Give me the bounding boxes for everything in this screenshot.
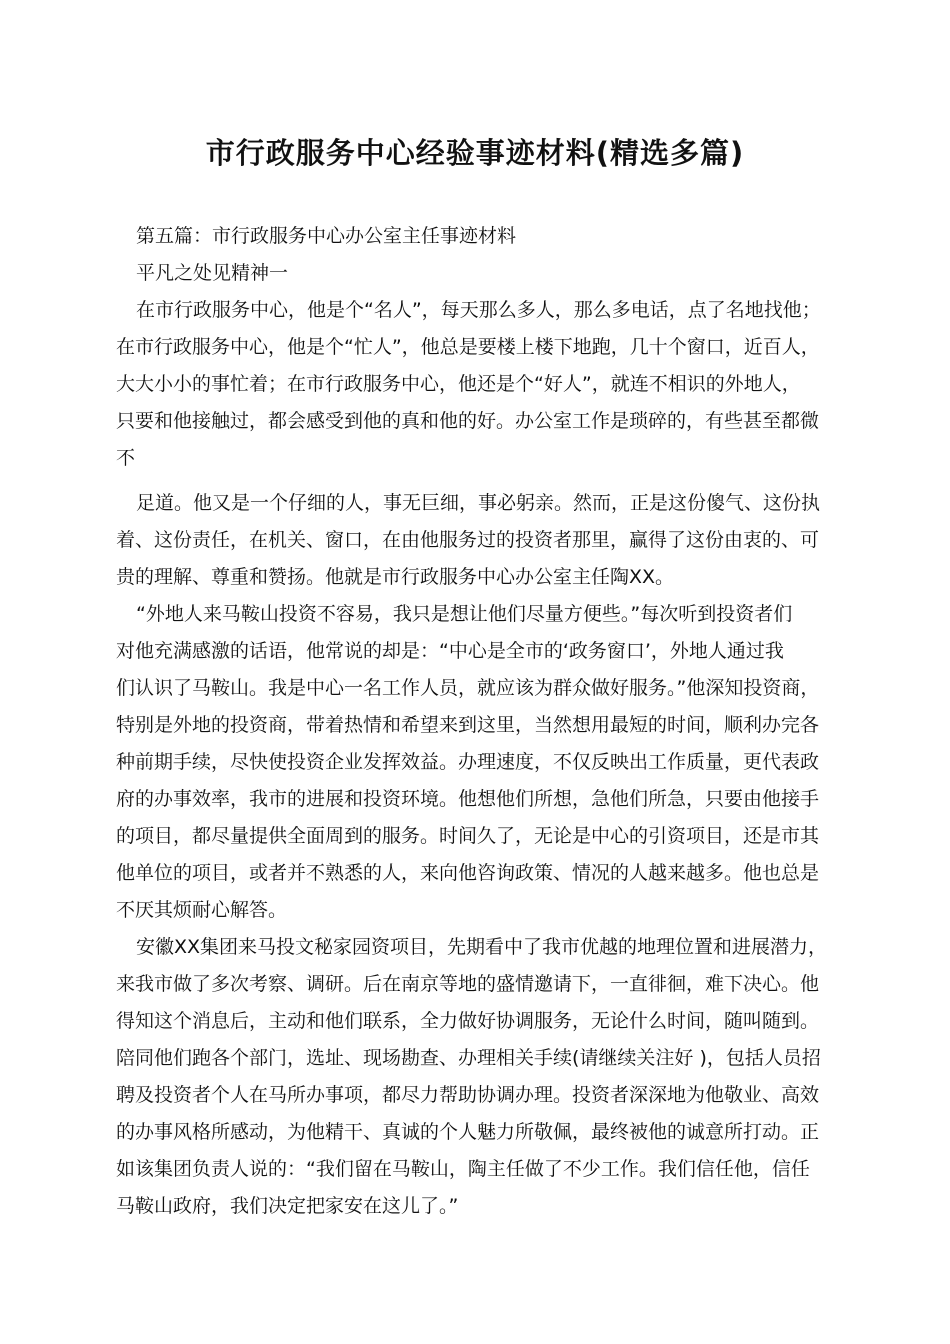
text-line: 种前期手续，尽快使投资企业发挥效益。办理速度，不仅反映出工作质量，更代表政 [116, 751, 820, 773]
text-line: 聘及投资者个人在马所办事项，都尽力帮助协调办理。投资者深深地为他敬业、高效 [116, 1084, 820, 1106]
document-title: 市行政服务中心经验事迹材料(精选多篇) [205, 136, 745, 170]
text-line: 着、这份责任，在机关、窗口，在由他服务过的投资者那里，赢得了这份由衷的、可 [116, 529, 820, 551]
text-line: 在市行政服务中心，他是个“名人”，每天那么多人，那么多电话，点了名地找他； [136, 299, 821, 321]
text-line: 只要和他接触过，都会感受到他的真和他的好。办公室工作是琐碎的，有些甚至都微 [116, 410, 820, 432]
section-heading: 第五篇：市行政服务中心办公室主任事迹材料 [136, 225, 517, 247]
text-line: 陪同他们跑各个部门，选址、现场勘查、办理相关手续(请继续关注好 )，包括人员招 [116, 1047, 821, 1069]
text-line: 贵的理解、尊重和赞扬。他就是市行政服务中心办公室主任陶XX。 [116, 566, 675, 588]
text-line: 府的办事效率，我市的进展和投资环境。他想他们所想，急他们所急，只要由他接手 [116, 788, 820, 810]
text-line: 马鞍山政府，我们决定把家安在这儿了。” [116, 1195, 459, 1217]
paragraph-gap [116, 477, 846, 485]
document-body [116, 218, 846, 1225]
text-line: 对他充满感激的话语，他常说的却是：“中心是全市的‘政务窗口’，外地人通过我 [116, 640, 784, 662]
text-line: 大大小小的事忙着；在市行政服务中心，他还是个“好人”，就连不相识的外地人， [116, 373, 801, 395]
text-line: 得知这个消息后，主动和他们联系，全力做好协调服务，无论什么时间，随叫随到。 [116, 1010, 820, 1032]
text-line: 特别是外地的投资商，带着热情和希望来到这里，当然想用最短的时间，顺利办完各 [116, 714, 820, 736]
text-line: 他单位的项目，或者并不熟悉的人，来向他咨询政策、情况的人越来越多。他也总是 [116, 862, 820, 884]
text-line: 在市行政服务中心，他是个“忙人”，他总是要楼上楼下地跑，几十个窗口，近百人， [116, 336, 820, 358]
text-line: 的项目，都尽量提供全面周到的服务。时间久了，无论是中心的引资项目，还是市其 [116, 825, 820, 847]
text-line: “外地人来马鞍山投资不容易，我只是想让他们尽量方便些。”每次听到投资者们 [136, 603, 793, 625]
text-line: 如该集团负责人说的：“我们留在马鞍山，陶主任做了不少工作。我们信任他，信任 [116, 1158, 810, 1180]
text-line: 足道。他又是一个仔细的人，事无巨细，事必躬亲。然而，正是这份傻气、这份执 [136, 492, 821, 514]
subtitle-line: 平凡之处见精神一 [136, 262, 289, 284]
text-line: 不厌其烦耐心解答。 [116, 899, 288, 921]
text-line: 来我市做了多次考察、调研。后在南京等地的盛情邀请下，一直徘徊，难下决心。他 [116, 973, 820, 995]
text-line: 不 [116, 447, 136, 469]
text-line: 的办事风格所感动，为他精干、真诚的个人魅力所敬佩，最终被他的诚意所打动。正 [116, 1121, 820, 1143]
text-line: 安徽XX集团来马投文秘家园资项目，先期看中了我市优越的地理位置和进展潜力， [136, 936, 828, 958]
text-line: 们认识了马鞍山。我是中心一名工作人员，就应该为群众做好服务。”他深知投资商， [116, 677, 820, 699]
